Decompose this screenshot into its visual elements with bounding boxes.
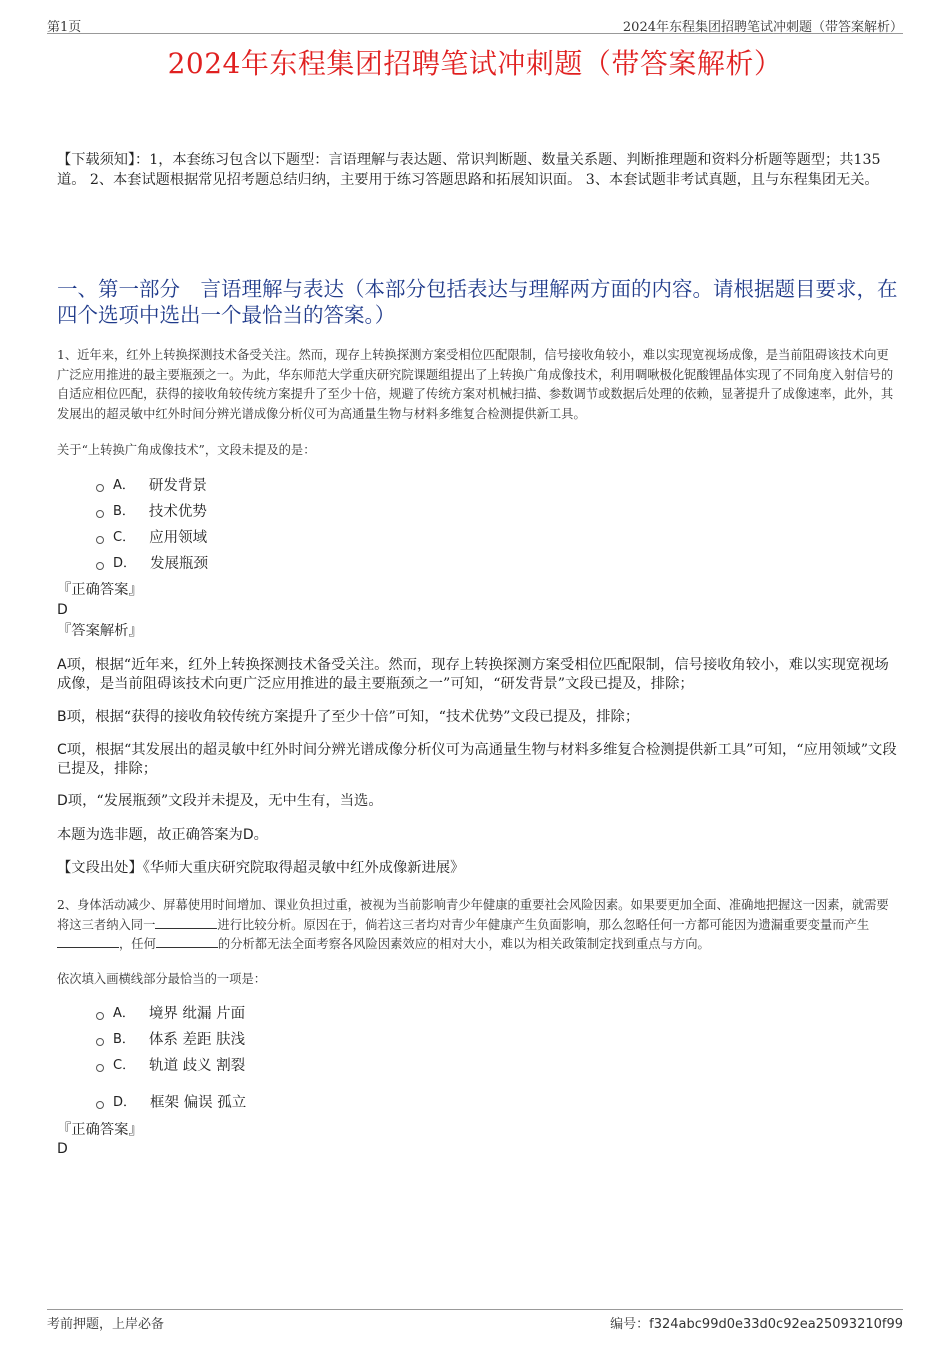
option-text: 技术优势 bbox=[148, 504, 207, 520]
q1-conclusion: 本题为选非题，故正确答案为D。 bbox=[57, 827, 268, 843]
blank-1 bbox=[155, 916, 217, 929]
radio-icon[interactable] bbox=[96, 1038, 104, 1046]
radio-icon[interactable] bbox=[96, 1101, 104, 1109]
option-text: 轨道 歧义 割裂 bbox=[149, 1058, 246, 1074]
q2-option-c[interactable] bbox=[96, 1056, 245, 1076]
radio-icon[interactable] bbox=[96, 536, 104, 544]
header-doc-title: 2024年东程集团招聘笔试冲刺题（带答案解析） bbox=[622, 20, 903, 35]
page-title: 2024年东程集团招聘笔试冲刺题（带答案解析） bbox=[167, 47, 783, 80]
option-text: 应用领域 bbox=[149, 530, 208, 546]
q1-answer: D bbox=[57, 602, 68, 618]
q2-question: 依次填入画横线部分最恰当的一项是： bbox=[57, 972, 267, 986]
option-text: 研发背景 bbox=[148, 478, 207, 494]
option-text: 体系 差距 肤浅 bbox=[148, 1032, 246, 1048]
q2-answer: D bbox=[57, 1141, 68, 1157]
option-letter: C． bbox=[113, 1058, 136, 1073]
q1-question: 关于“上转换广角成像技术”，文段未提及的是： bbox=[57, 443, 316, 457]
option-letter: B． bbox=[113, 1032, 135, 1047]
q2-option-d[interactable] bbox=[96, 1093, 246, 1113]
q1-analysis-c: C项，根据“其发展出的超灵敏中红外时间分辨光谱成像分析仪可为高通量生物与材料多维复合检测提供新工具”可知，“应用领域”文段已提及，排除； bbox=[57, 742, 897, 777]
radio-icon[interactable] bbox=[96, 1012, 104, 1020]
blank-2 bbox=[57, 935, 119, 948]
option-text: 发展瓶颈 bbox=[150, 556, 209, 572]
header-divider bbox=[47, 33, 903, 34]
footer-id: 编号：f324abc99d0e33d0c92ea25093210f99 bbox=[610, 1317, 903, 1332]
q1-option-c[interactable] bbox=[96, 528, 207, 548]
radio-icon[interactable] bbox=[96, 562, 104, 570]
footer-divider bbox=[47, 1309, 903, 1310]
option-letter: D． bbox=[113, 1095, 137, 1110]
q1-analysis-a: A项，根据“近年来，红外上转换探测技术备受关注。然而，现存上转换探测方案受相位匹配限制，信号接收角较小，难以实现宽视场成像，是当前阻碍该技术向更广泛应用推进的最主要瓶颈之一”可知，“研发背景”文段已提及，排除； bbox=[57, 657, 889, 692]
q1-source: 【文段出处】《华师大重庆研究院取得超灵敏中红外成像新进展》 bbox=[57, 860, 465, 876]
q1-option-a[interactable] bbox=[96, 476, 207, 496]
q1-analysis-label: 『答案解析』 bbox=[57, 623, 143, 639]
blank-3 bbox=[156, 935, 218, 948]
q1-passage: 1、近年来，红外上转换探测技术备受关注。然而，现存上转换探测方案受相位匹配限制，信号接收角较小，难以实现宽视场成像，是当前阻碍该技术向更广泛应用推进的最主要瓶颈之一。为此，华东师范大学重庆研究院课题组提出了上转换广角成像技术，利用啁啾极化铌酸锂晶体实现了不同角度入射信号的自适应相位匹配，获得的接收角较传统方案提升了至少十倍，规避了传统方案对机械扫描、参数调节或数据后处理的依赖，显著提升了成像速率，此外，其发展出的超灵敏中红外时间分辨光谱成像分析仪可为高通量生物与材料多维复合检测提供新工具。 bbox=[57, 348, 894, 422]
section-heading: 一、第一部分 言语理解与表达（本部分包括表达与理解两方面的内容。请根据题目要求，在四个选项中选出一个最恰当的答案。） bbox=[57, 277, 898, 327]
q2-passage: 2、身体活动减少、屏幕使用时间增加、课业负担过重，被视为当前影响青少年健康的重要社会风险因素。如果要更加全面、准确地把握这一因素，就需要将这三者纳入同一 进行比较分析。原因在于，倘若这三者均对青少年健康产生负面影响，那么忽略任何一方都可能因为遗漏重要变量而产生，任何 的分析都无法全面考察各风险因素效应的相对大小，难以为相关政策制定找到重点与方向。 bbox=[57, 898, 889, 952]
option-letter: A． bbox=[113, 478, 135, 493]
q1-answer-label: 『正确答案』 bbox=[57, 582, 143, 598]
q2-option-a[interactable] bbox=[96, 1004, 245, 1024]
option-text: 境界 纰漏 片面 bbox=[148, 1006, 246, 1022]
option-letter: C． bbox=[113, 530, 136, 545]
download-notice: 【下载须知】：1，本套练习包含以下题型：言语理解与表达题、常识判断题、数量关系题、判断推理题和资料分析题等题型；共135道。 2、本套试题根据常见招考题总结归纳，主要用于练习答题思路和拓展知识面。 3、本套试题非考试真题，且与东程集团无关。 bbox=[57, 152, 881, 188]
option-letter: A． bbox=[113, 1006, 135, 1021]
q1-analysis-d: D项，“发展瓶颈”文段并未提及，无中生有，当选。 bbox=[57, 793, 383, 809]
footer-slogan: 考前押题，上岸必备 bbox=[47, 1317, 165, 1332]
q1-option-d[interactable] bbox=[96, 554, 208, 574]
option-letter: B． bbox=[113, 504, 135, 519]
option-letter: D． bbox=[113, 556, 137, 571]
q2-option-b[interactable] bbox=[96, 1030, 245, 1050]
option-text: 框架 偏误 孤立 bbox=[150, 1095, 247, 1111]
radio-icon[interactable] bbox=[96, 484, 104, 492]
page-number: 第1页 bbox=[47, 20, 82, 35]
q1-analysis-b: B项，根据“获得的接收角较传统方案提升了至少十倍”可知，“技术优势”文段已提及，排除； bbox=[57, 709, 640, 725]
radio-icon[interactable] bbox=[96, 1064, 104, 1072]
q2-answer-label: 『正确答案』 bbox=[57, 1122, 143, 1138]
radio-icon[interactable] bbox=[96, 510, 104, 518]
q1-option-b[interactable] bbox=[96, 502, 207, 522]
